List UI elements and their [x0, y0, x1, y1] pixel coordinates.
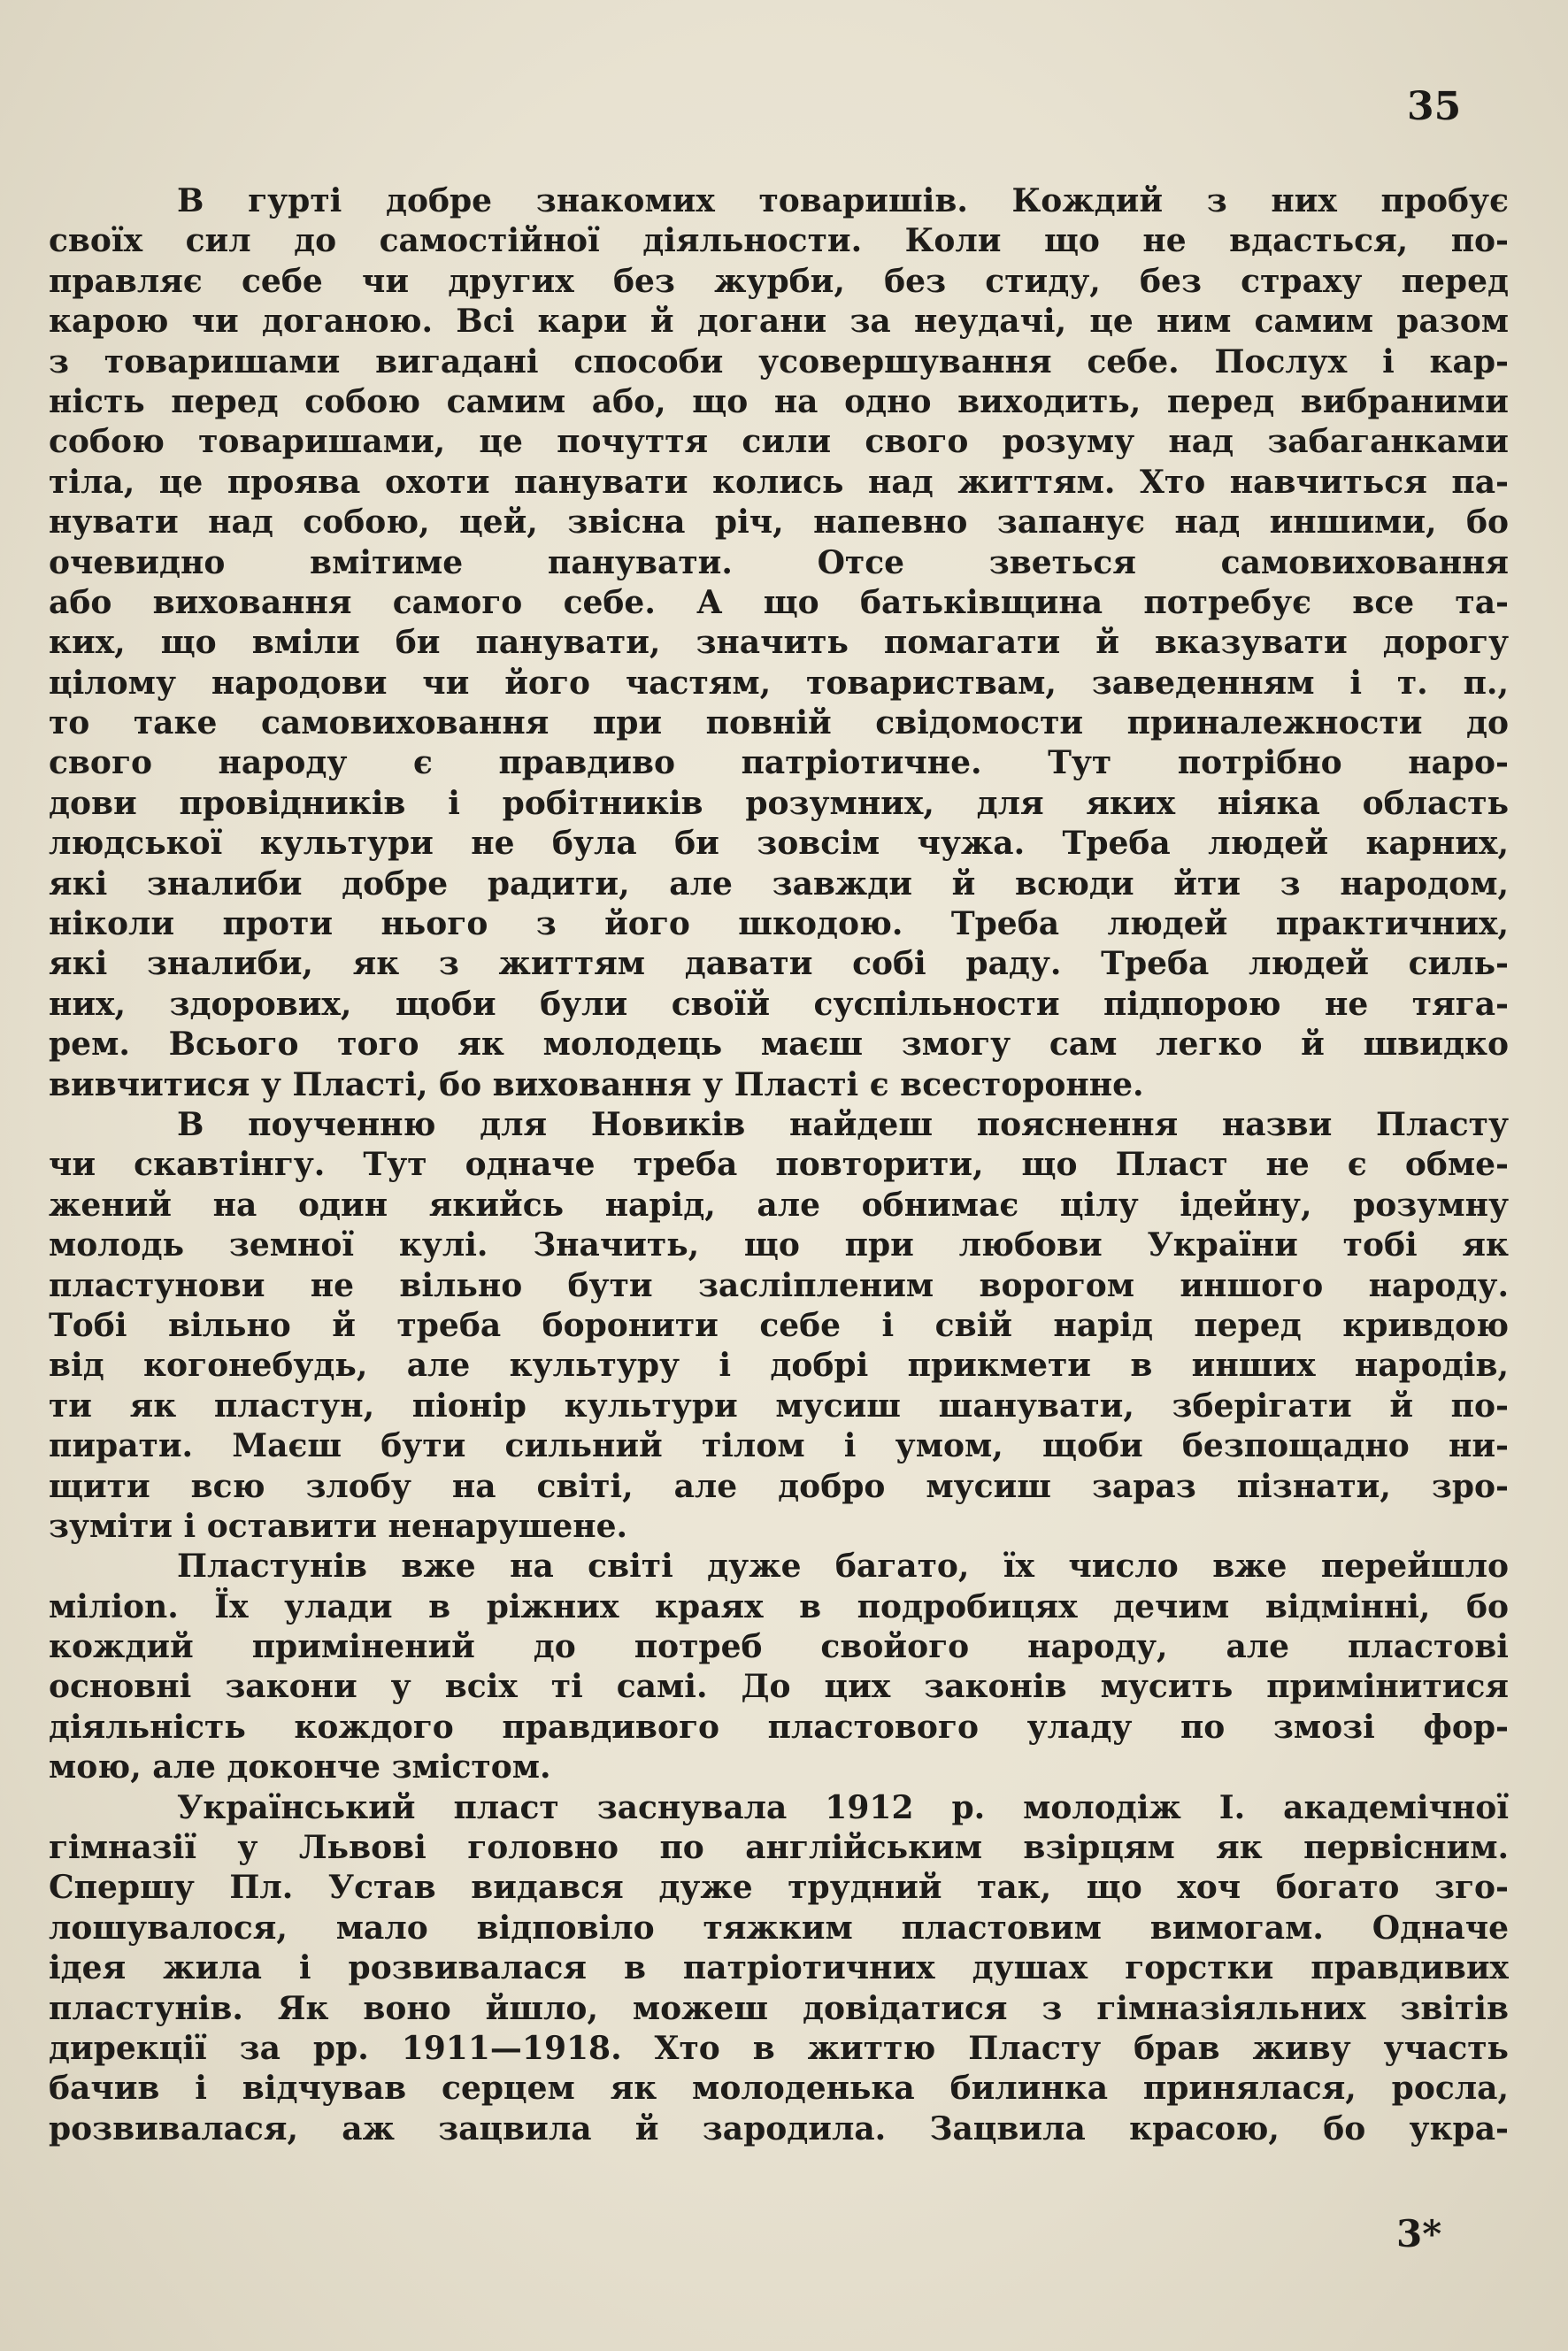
text-line: ких, що вміли би панувати, значить помагати й вказувати дорогу: [49, 624, 1509, 662]
text-line: молодь земної кулі. Значить, що при любови України тобі як: [49, 1226, 1509, 1264]
text-line: з товаришами вигадані способи усовершування себе. Послух і кар-: [49, 342, 1509, 380]
text-line: пластунів. Як воно йшло, можеш довідатися з гімназіяльних звітів: [49, 1989, 1509, 2027]
text-line: або виховання самого себе. А що батьківщина потребує все та-: [49, 583, 1509, 621]
text-line: дирекції за рр. 1911—1918. Хто в життю Пласту брав живу участь: [49, 2029, 1509, 2067]
text-line: нувати над собою, цей, звісна річ, напевно запанує над иншими, бо: [49, 503, 1509, 542]
text-line: своїх сил до самостійної діяльности. Коли що не вдасться, по-: [49, 222, 1509, 260]
text-line: діяльність кождого правдивого пластового уладу по змозі фор-: [49, 1708, 1509, 1746]
text-line: Український пласт заснувала 1912 р. молодіж I. академічної: [177, 1788, 1509, 1826]
text-line: ність перед собою самим або, що на одно виходить, перед вибраними: [49, 382, 1509, 420]
text-line: очевидно вмітиме панувати. Отсе зветься самовиховання: [49, 543, 1509, 581]
text-line: зуміти і оставити ненарушене.: [49, 1507, 628, 1545]
text-line: пирати. Маєш бути сильний тілом і умом, щоби безпощадно ни-: [49, 1427, 1509, 1465]
text-line: В поученню для Новиків найдеш пояснення назви Пласту: [177, 1105, 1509, 1143]
text-line: лошувалося, мало відповіло тяжким пластовим вимогам. Одначе: [49, 1909, 1509, 1947]
text-line: Спершу Пл. Устав видався дуже трудний так, що хоч богато зго-: [49, 1869, 1509, 1907]
printer-signature-mark: 3*: [1396, 2212, 1442, 2255]
text-line: пластунови не вільно бути засліпленим ворогом иншого народу.: [49, 1266, 1509, 1304]
text-line: мою, але доконче змістом.: [49, 1748, 551, 1786]
text-line: чи скавтінгу. Тут одначе треба повторити, що Пласт не є обме-: [49, 1146, 1509, 1184]
text-line: ідея жила і розвивалася в патріотичних душах горстки правдивих: [49, 1949, 1509, 1987]
text-line: людської культури не була би зовсім чужа. Треба людей карних,: [49, 825, 1509, 863]
text-line: рем. Всього того як молодець маєш змогу сам легко й швидко: [49, 1026, 1509, 1064]
text-line: цілому народови чи його частям, товариствам, заведенням і т. п.,: [49, 664, 1509, 702]
text-line: вивчитися у Пласті, бо виховання у Пласті є всесторонне.: [49, 1065, 1144, 1103]
text-line: які зналиби добре радити, але завжди й всюди йти з народом,: [49, 864, 1509, 903]
text-line: Пластунів вже на світі дуже багато, їх число вже перейшло: [177, 1548, 1509, 1586]
text-line: розвивалася, аж зацвила й зародила. Зацвила красою, бо укра-: [49, 2109, 1509, 2147]
text-line: мілion. Їх улади в ріжних краях в подробицях дечим відмінні, бо: [49, 1587, 1509, 1625]
text-line: карою чи доганою. Всі кари й догани за неудачі, це ним самим разом: [49, 303, 1509, 341]
text-line: дови провідників і робітників розумних, для яких ніяка область: [49, 784, 1509, 822]
text-line: жений на один якийсь нарід, але обнимає цілу ідейну, розумну: [49, 1186, 1509, 1224]
text-line: В гурті добре знакомих товаришів. Кождий з них пробує: [177, 182, 1509, 219]
text-line: кождий примінений до потреб свойого народу, але пластові: [49, 1628, 1509, 1666]
text-line: від когонебудь, але культуру і добрі прикмети в инших народів,: [49, 1347, 1509, 1385]
text-line: них, здорових, щоби були своїй суспільности підпорою не тяга-: [49, 985, 1509, 1023]
text-line: основні закони у всіх ті самі. До цих законів мусить примінитися: [49, 1668, 1509, 1706]
text-line: тіла, це проява охоти панувати колись над життям. Хто навчиться па-: [49, 463, 1509, 501]
text-line: ніколи проти нього з його шкодою. Треба людей практичних,: [49, 905, 1509, 943]
text-line: правляє себе чи других без журби, без стиду, без страху перед: [49, 262, 1509, 300]
text-line: свого народу є правдиво патріотичне. Тут потрібно наро-: [49, 744, 1509, 782]
text-line: ти як пластун, піонір культури мусиш шанувати, зберігати й по-: [49, 1387, 1509, 1425]
text-line: бачив і відчував серцем як молоденька билинка принялася, росла,: [49, 2070, 1509, 2108]
text-line: які зналиби, як з життям давати собі раду. Треба людей силь-: [49, 945, 1509, 983]
text-line: щити всю злобу на світі, але добро мусиш зараз пізнати, зро-: [49, 1467, 1509, 1505]
text-line: Тобі вільно й треба боронити себе і свій нарід перед кривдою: [49, 1306, 1509, 1344]
text-line: то таке самовиховання при повній свідомости приналежности до: [49, 704, 1509, 742]
text-line: гімназії у Львові головно по англійським взірцям як первісним.: [49, 1829, 1509, 1867]
page-number: 35: [1407, 84, 1462, 129]
text-line: собою товаришами, це почуття сили свого розуму над забаганками: [49, 423, 1509, 461]
text-body: [49, 181, 1509, 2149]
